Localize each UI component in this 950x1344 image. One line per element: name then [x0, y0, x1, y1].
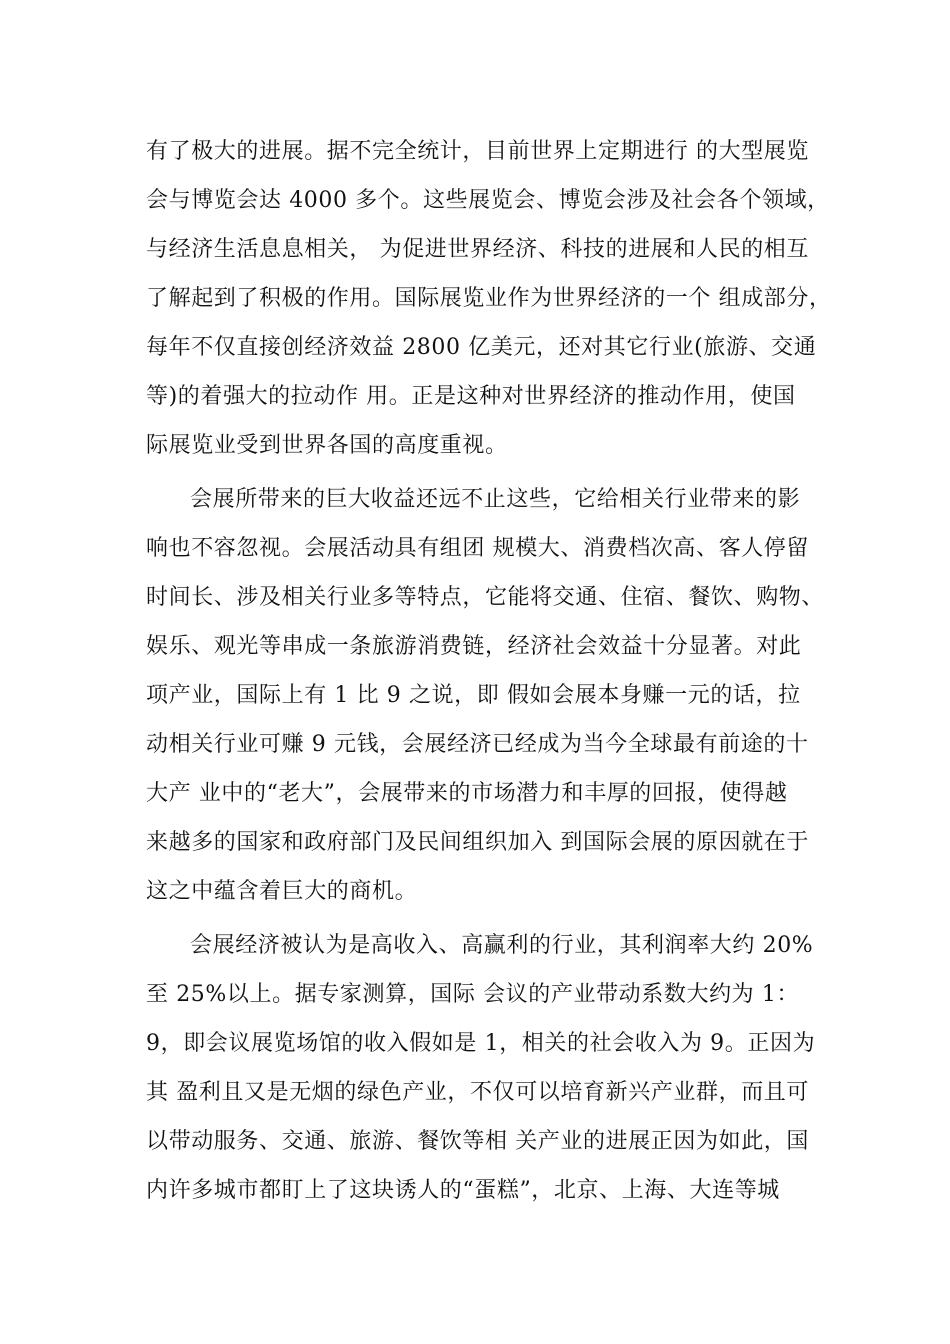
text-line: 有了极大的进展。据不完全统计，目前世界上定期进行 的大型展览: [146, 139, 809, 164]
text-line: 会与博览会达 4000 多个。这些展览会、博览会涉及社会各个领域，: [146, 188, 830, 213]
text-line: 至 25%以上。据专家测算，国际 会议的产业带动系数大约为 1：: [146, 982, 800, 1007]
text-line: 大产 业中的“老大”，会展带来的市场潜力和丰厚的回报，使得越: [146, 781, 788, 806]
text-line: 来越多的国家和政府部门及民间组织加入 到国际会展的原因就在于: [146, 830, 809, 855]
text-line: 其 盈利且又是无烟的绿色产业，不仅可以培育新兴产业群，而且可: [146, 1080, 809, 1105]
text-line: 这之中蕴含着巨大的商机。: [146, 879, 418, 904]
text-line: 项产业，国际上有 1 比 9 之说，即 假如会展本身赚一元的话，拉: [146, 683, 801, 708]
text-line: 了解起到了积极的作用。国际展览业作为世界经济的一个 组成部分，: [146, 286, 832, 311]
paragraph-first-line: 会展所带来的巨大收益还远不止这些，它给相关行业带来的影: [190, 487, 801, 512]
text-line: 娱乐、观光等串成一条旅游消费链，经济社会效益十分显著。对此: [146, 634, 802, 659]
text-line: 等)的着强大的拉动作 用。正是这种对世界经济的推动作用，使国: [146, 384, 796, 409]
text-line: 与经济生活息息相关， 为促进世界经济、科技的进展和人民的相互: [146, 237, 809, 262]
paragraph-first-line: 会展经济被认为是高收入、高赢利的行业，其利润率大约 20%: [190, 933, 814, 958]
text-line: 以带动服务、交通、旅游、餐饮等相 关产业的进展正因为如此，国: [146, 1129, 809, 1154]
text-line: 际展览业受到世界各国的高度重视。: [146, 433, 508, 458]
text-line: 动相关行业可赚 9 元钱，会展经济已经成为当今全球最有前途的十: [146, 732, 809, 757]
text-line: 内许多城市都盯上了这块诱人的“蛋糕”，北京、上海、大连等城: [146, 1178, 780, 1203]
text-line: 响也不容忽视。会展活动具有组团 规模大、消费档次高、客人停留: [146, 536, 809, 561]
text-line: 每年不仅直接创经济效益 2800 亿美元，还对其它行业(旅游、交通: [146, 335, 817, 360]
text-line: 时间长、涉及相关行业多等特点，它能将交通、住宿、餐饮、购物、: [146, 585, 825, 610]
text-line: 9，即会议展览场馆的收入假如是 1，相关的社会收入为 9。正因为: [146, 1031, 816, 1056]
